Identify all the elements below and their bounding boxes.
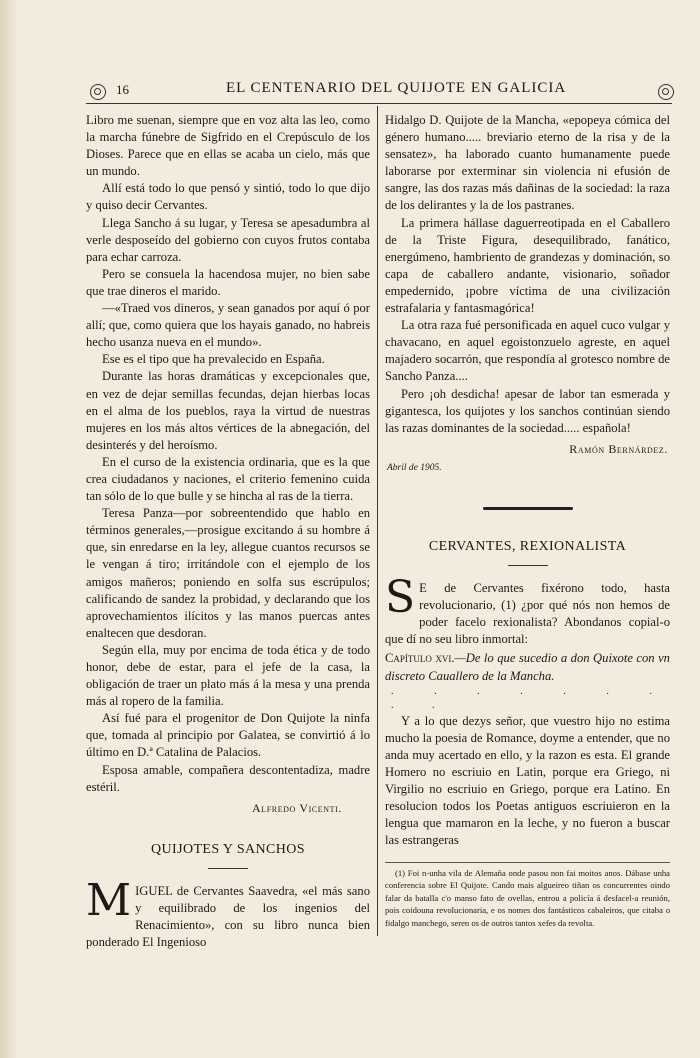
chapter-title: —De lo que sucedio a don Quixote con vn discreto Cauallero de la Mancha. xyxy=(385,651,670,683)
drop-cap: S xyxy=(385,572,416,624)
section-title: CERVANTES, REXIONALISTA xyxy=(428,538,627,554)
paragraph: Libro me suenan, siempre que en voz alta las leo, como la marcha fúnebre de Sigfrido en el Crepúsculo de los Dioses. Parece que en ellas se acaba un cielo, más que un mundo. xyxy=(86,113,370,179)
running-title: EL CENTENARIO DEL QUIJOTE EN GALICIA xyxy=(226,80,567,96)
paragraph: Teresa Panza—por sobreentendido que hablo en términos generales,—prosigue excitando á su hombre á que, sin enredarse en la ley, allegue cuantos recursos se le vengan á tiro; irritándole con el ejemplo de los amigos mañeros; poniendo en solfa sus escrúpulos; calificando de sandez la probidad, y declarando que los aprovechamientos ilícitos y las manos puercas antes enaltecen que desdoran. xyxy=(86,506,370,640)
column-divider xyxy=(377,106,378,936)
paragraph: Ese es el tipo que ha prevalecido en España. xyxy=(102,352,325,367)
header-rule xyxy=(86,103,672,104)
author-signature: Alfredo Vicenti. xyxy=(251,800,342,815)
quoted-passage: Y a lo que dezys señor, que vuestro hijo no estima mucho la poesia de Romance, doyme a entender, que no anda muy acertado en ello, y la razon es esta. El grande Homero no escriuio en Latin, porque era Griego, ni Virgilio no escriuio en Griego, porque era Latino. En resolucion todos los Poetas antiguos escriuieron en la lengua que mamaron en la leche, y no fueron a buscar las estrangeras xyxy=(385,713,670,848)
section-text: IGUEL de Cervantes Saavedra, «el más sano y equilibrado de los ingenios del Renacimiento», con su libro nunca bien ponderado El Ingenioso xyxy=(86,883,370,950)
paragraph: Llega Sancho á su lugar, y Teresa se apesadumbra al verle desposeído del gobierno con cuyos frutos contaba para echar carroza. xyxy=(86,215,370,264)
paragraph: En el curso de la existencia ordinaria, que es la que crea ciudadanos y naciones, el criterio femenino cuida tan sólo de lo que bulle y se hincha al ras de la tierra. xyxy=(86,454,370,504)
section-text: E de Cervantes fixérono todo, hasta revolucionario, (1) ¿por qué nós non hemos de poder facelo rexionalista? Abondanos copial-o que dí no seu libro inmortal: xyxy=(385,581,670,647)
paragraph: La primera hállase daguerreotipada en el Caballero de la Triste Figura, desequilibrado, fanático, energúmeno, hambriento de grandezas y dominación, so capa de caballero andante, visionario, soñador empedernido, ¡pobre víctima de una civilización estrafalaria y fantasmagórica! xyxy=(385,215,670,316)
ellipsis-line: . . . . . . . . . xyxy=(391,685,670,711)
paragraph: —«Traed vos dineros, y sean ganados por aquí ó por allí; que, como quiera que los hayais ganado, no habreis hecho usanza nueva en el mundo». xyxy=(86,301,370,350)
right-column xyxy=(385,112,670,849)
footnote-text: (1) Foi n-unha vila de Alemaña onde pasou non fai moitos anos. Dábase unha conferencia sobre El Quijote. Cando mais algueireo tiñan os concurrentes oindo falar da batalla c'o manso fato de ovellas, entrou a policía á desfacel-a reunión, pois coidouna revolucionaria, e os nomes dos fantásticos cabaleiros, que citaba o fidalgo manchego, seren os de outros tantos xefes da revolta. xyxy=(385,868,670,928)
spiral-ornament-icon xyxy=(90,84,106,100)
left-column xyxy=(86,112,370,951)
paragraph: La otra raza fué personificada en aquel cuco vulgar y chavacano, en aquel egoistonzuelo agreste, en aquel majadero socarrón, que respondía al grotesco nombre de Sancho Panza.... xyxy=(385,318,670,384)
ornamental-rule xyxy=(483,507,573,510)
paragraph: Allí está todo lo que pensó y sintió, todo lo que dijo y quiso decir Cervantes. xyxy=(86,181,370,213)
page-edge-shadow xyxy=(0,0,18,1058)
page-number: 16 xyxy=(116,82,129,97)
section-opening xyxy=(86,874,370,951)
spiral-ornament-icon xyxy=(658,84,674,100)
paragraph: Según ella, muy por encima de toda ética y de todo honor, debe de estar, para el jefe de la casa, la obligación de traer un plato más á la mesa y una prenda más al ropero de la familia. xyxy=(86,642,370,709)
drop-cap: M xyxy=(86,874,132,926)
section-opening xyxy=(385,572,670,648)
footnote xyxy=(385,862,670,929)
paragraph: Así fué para el progenitor de Don Quijote la ninfa que, tomada al principio por Galatea, se convirtió á lo último en D.ª Catalina de Palacios. xyxy=(86,711,370,760)
paragraph: Hidalgo D. Quijote de la Mancha, «epopeya cómica del género humano..... breviario eterno de la risa y de la sensatez», ha laborado cuanto humanamente puede laborarse por exterminar sin violencia ni efusión de sangre, las dos razas más dañinas de la sociedad: la raza de los delirantes y la de los pastranes. xyxy=(385,113,670,213)
article-date: Abril de 1905. xyxy=(387,462,442,473)
paragraph: Esposa amable, compañera descontentadiza, madre estéril. xyxy=(86,762,370,794)
author-signature: Ramón Bernárdez. xyxy=(569,441,668,456)
title-rule xyxy=(208,868,248,869)
paragraph: Pero ¡oh desdicha! apesar de labor tan esmerada y gigantesca, los quijotes y los sanchos continúan siendo las razas dominantes de la sociedad..... española! xyxy=(385,386,670,435)
chapter-heading xyxy=(385,650,670,684)
title-rule xyxy=(508,565,548,566)
paragraph: Pero se consuela la hacendosa mujer, no bien sabe que trae dineros el marido. xyxy=(86,266,370,298)
chapter-label: Capítulo xvi. xyxy=(385,651,455,666)
section-title: QUIJOTES Y SANCHOS xyxy=(151,841,305,857)
paragraph: Durante las horas dramáticas y excepcionales que, en vez de dejar semillas fecundas, dejan hierbas locas en el alma de los pueblos, raya la virtud de nuestras mujeres en los más altos vértices de la abnegación, del desinterés y del heroísmo. xyxy=(86,369,370,452)
